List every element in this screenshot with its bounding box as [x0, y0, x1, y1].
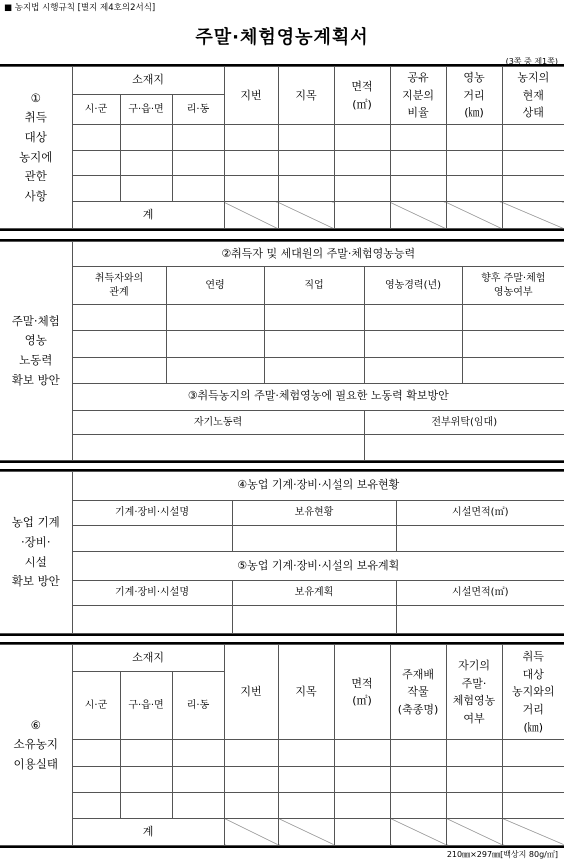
holding-plan-header: 보유계획: [232, 580, 396, 605]
equipment-name-header: 기계·장비·시설명: [72, 500, 232, 525]
current-state-header: 농지의 현재 상태: [502, 67, 564, 125]
page-title: 주말·체험영농계획서: [195, 27, 369, 48]
village-header: 리·동: [172, 94, 224, 125]
facility-area-header-2: 시설면적(㎡): [396, 580, 564, 605]
form-header: ■ 농지법 시행규칙 [별지 제4호의2서식]: [4, 3, 156, 13]
section-owned-land-table: [0, 642, 564, 848]
self-labor-header: 자기노동력: [72, 410, 364, 434]
table-row: [0, 606, 564, 634]
lot-number-header-2: 지번: [224, 645, 278, 740]
table-row: [0, 766, 564, 792]
lot-number-header: 지번: [224, 67, 278, 125]
section-labor-table: [0, 239, 564, 463]
section-equipment-table: [0, 469, 564, 636]
farming-distance-header: 영농 거리 (㎞): [446, 67, 502, 125]
table-row: [0, 525, 564, 551]
table-row: [0, 125, 564, 150]
paper-spec-footer: 210㎜×297㎜[백상지 80g/㎡]: [446, 850, 558, 859]
equipment-plan-subtitle: ⑤농업 기계·장비·시설의 보유계획: [72, 552, 564, 581]
future-farming-header: 향후 주말·체험 영농여부: [462, 267, 564, 305]
village-header-2: 리·동: [172, 672, 224, 740]
table-row: [0, 357, 564, 383]
district-header: 구·읍·면: [120, 94, 172, 125]
total-label-2: 계: [72, 818, 224, 845]
location-header-2: 소재지: [72, 645, 224, 672]
table-row: [0, 740, 564, 766]
total-row: [0, 202, 564, 229]
table-row: [0, 176, 564, 202]
age-header: 연령: [166, 267, 264, 305]
total-row: [0, 818, 564, 845]
equipment-name-header-2: 기계·장비·시설명: [72, 580, 232, 605]
table-row: [0, 305, 564, 331]
job-header: 직업: [264, 267, 364, 305]
holding-status-header: 보유현황: [232, 500, 396, 525]
total-label: 계: [72, 202, 224, 229]
equipment-holding-subtitle: ④농업 기계·장비·시설의 보유현황: [72, 472, 564, 501]
table-row: [0, 150, 564, 175]
city-header: 시·군: [72, 94, 120, 125]
land-category-header-2: 지목: [278, 645, 334, 740]
labor-plan-subtitle: ③취득농지의 주말·체험영농에 필요한 노동력 확보방안: [72, 383, 564, 410]
land-category-header: 지목: [278, 67, 334, 125]
facility-area-header: 시설면적(㎡): [396, 500, 564, 525]
area-header-2: 면적 (㎡): [334, 645, 390, 740]
table-row: [0, 434, 564, 460]
section-farmland-table: [0, 64, 564, 231]
city-header-2: 시·군: [72, 672, 120, 740]
relation-header: 취득자와의 관계: [72, 267, 166, 305]
district-header-2: 구·읍·면: [120, 672, 172, 740]
share-ratio-header: 공유 지분의 비율: [390, 67, 446, 125]
entrust-header: 전부위탁(임대): [364, 410, 564, 434]
section1-side-label: ① 취득 대상 농지에 관한 사항: [0, 67, 72, 229]
page-note: (3쪽 중 제1쪽): [505, 57, 558, 66]
own-farming-header: 자기의 주말· 체험영농 여부: [446, 645, 502, 740]
main-crop-header: 주재배 작물 (축종명): [390, 645, 446, 740]
table-row: [0, 792, 564, 818]
farming-ability-subtitle: ②취득자 및 세대원의 주말·체험영농능력: [72, 242, 564, 267]
section3-side-label: 농업 기계 ·장비· 시설 확보 방안: [0, 472, 72, 634]
area-header: 면적 (㎡): [334, 67, 390, 125]
section2-side-label: 주말·체험 영농 노동력 확보 방안: [0, 242, 72, 461]
table-row: [0, 331, 564, 357]
distance-header: 취득 대상 농지와의 거리 (㎞): [502, 645, 564, 740]
location-header: 소재지: [72, 67, 224, 95]
section6-side-label: ⑥ 소유농지 이용실태: [0, 645, 72, 846]
farming-career-header: 영농경력(년): [364, 267, 462, 305]
